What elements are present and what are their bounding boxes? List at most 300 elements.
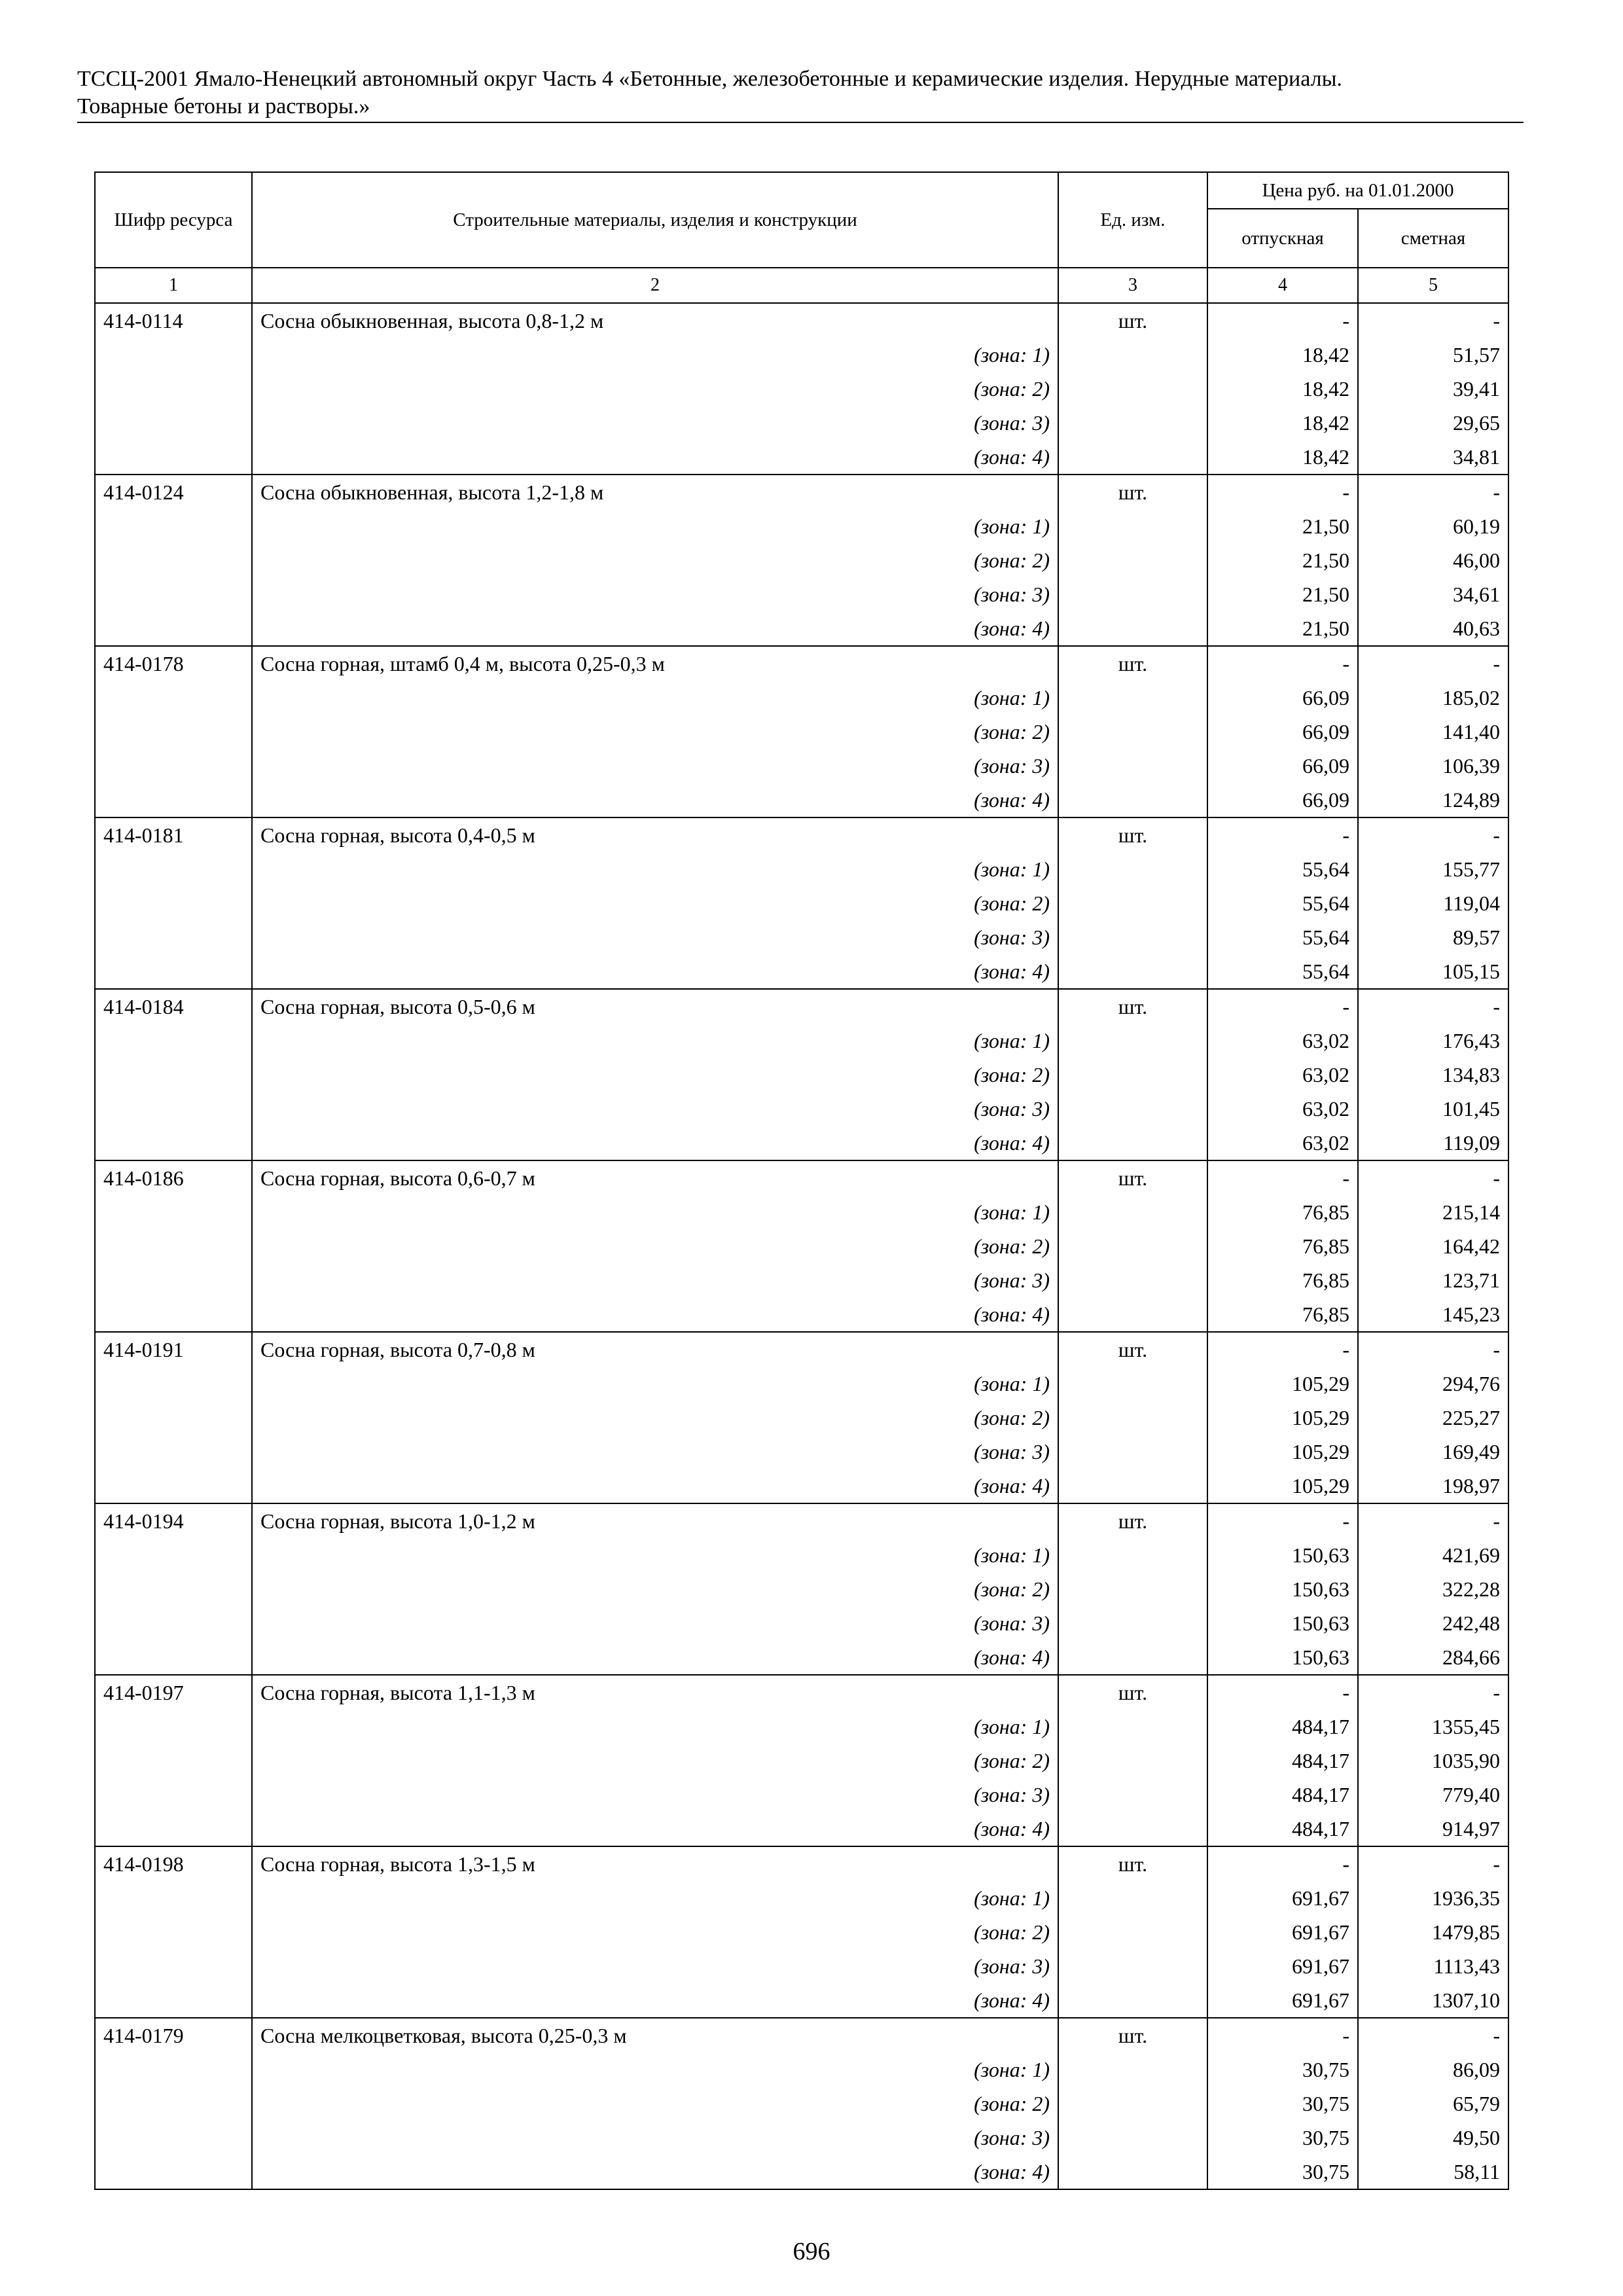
- zone-label: (зона: 2): [252, 1915, 1058, 1949]
- empty-cell: [95, 543, 252, 577]
- zone-row: [95, 1881, 1508, 1915]
- zone-row: [95, 1778, 1508, 1812]
- empty-cell: [95, 715, 252, 749]
- empty-cell: [95, 1469, 252, 1503]
- zone-row: [95, 1367, 1508, 1401]
- unit-cell: шт.: [1058, 2018, 1207, 2053]
- empty-cell: [1058, 1435, 1207, 1469]
- empty-cell: [1058, 920, 1207, 954]
- zone-release-price: 63,02: [1207, 1058, 1358, 1092]
- empty-cell: [1058, 886, 1207, 920]
- zone-estimate-price: 779,40: [1358, 1778, 1508, 1812]
- zone-estimate-price: 51,57: [1358, 338, 1508, 372]
- resource-code: 414-0198: [95, 1846, 252, 1881]
- empty-cell: [1058, 1640, 1207, 1675]
- empty-cell: [1058, 1881, 1207, 1915]
- zone-row: [95, 1126, 1508, 1160]
- column-number: 2: [252, 268, 1058, 303]
- empty-cell: [95, 1983, 252, 2018]
- empty-cell: [1058, 1572, 1207, 1606]
- zone-label: (зона: 4): [252, 611, 1058, 646]
- zone-release-price: 76,85: [1207, 1195, 1358, 1229]
- resource-code: 414-0114: [95, 303, 252, 338]
- zone-release-price: 63,02: [1207, 1092, 1358, 1126]
- resource-code: 414-0124: [95, 475, 252, 509]
- zone-label: (зона: 2): [252, 715, 1058, 749]
- zone-label: (зона: 4): [252, 954, 1058, 989]
- zone-release-price: 18,42: [1207, 440, 1358, 475]
- zone-release-price: 150,63: [1207, 1538, 1358, 1572]
- estimate-price: -: [1358, 303, 1508, 338]
- unit-cell: шт.: [1058, 1503, 1207, 1538]
- zone-label: (зона: 2): [252, 1401, 1058, 1435]
- document-header: [77, 65, 1524, 120]
- zone-row: [95, 1640, 1508, 1675]
- zone-estimate-price: 34,61: [1358, 577, 1508, 611]
- empty-cell: [1058, 372, 1207, 406]
- empty-cell: [95, 1092, 252, 1126]
- zone-release-price: 76,85: [1207, 1297, 1358, 1332]
- empty-cell: [95, 2121, 252, 2155]
- zone-estimate-price: 119,04: [1358, 886, 1508, 920]
- zone-row: [95, 1195, 1508, 1229]
- zone-row: [95, 406, 1508, 440]
- zone-release-price: 691,67: [1207, 1949, 1358, 1983]
- empty-cell: [1058, 1710, 1207, 1744]
- zone-row: [95, 2121, 1508, 2155]
- empty-cell: [95, 783, 252, 817]
- estimate-price: -: [1358, 1503, 1508, 1538]
- resource-code: 414-0186: [95, 1160, 252, 1195]
- unit-cell: шт.: [1058, 475, 1207, 509]
- zone-estimate-price: 46,00: [1358, 543, 1508, 577]
- zone-estimate-price: 119,09: [1358, 1126, 1508, 1160]
- empty-cell: [1058, 1401, 1207, 1435]
- empty-cell: [1058, 1229, 1207, 1263]
- material-name: Сосна горная, высота 0,6-0,7 м: [252, 1160, 1058, 1195]
- zone-label: (зона: 2): [252, 886, 1058, 920]
- empty-cell: [95, 681, 252, 715]
- zone-release-price: 66,09: [1207, 681, 1358, 715]
- zone-estimate-price: 914,97: [1358, 1812, 1508, 1846]
- empty-cell: [1058, 1263, 1207, 1297]
- table-row: [95, 2018, 1508, 2053]
- zone-estimate-price: 49,50: [1358, 2121, 1508, 2155]
- zone-row: [95, 920, 1508, 954]
- empty-cell: [1058, 1606, 1207, 1640]
- material-name: Сосна горная, высота 1,1-1,3 м: [252, 1675, 1058, 1710]
- zone-release-price: 55,64: [1207, 920, 1358, 954]
- zone-row: [95, 1812, 1508, 1846]
- zone-release-price: 63,02: [1207, 1024, 1358, 1058]
- unit-cell: шт.: [1058, 303, 1207, 338]
- column-header-release: отпускная: [1207, 209, 1358, 268]
- release-price: -: [1207, 303, 1358, 338]
- unit-cell: шт.: [1058, 1160, 1207, 1195]
- empty-cell: [1058, 749, 1207, 783]
- release-price: -: [1207, 1503, 1358, 1538]
- empty-cell: [95, 1401, 252, 1435]
- empty-cell: [1058, 2053, 1207, 2087]
- zone-row: [95, 1710, 1508, 1744]
- unit-cell: шт.: [1058, 1846, 1207, 1881]
- empty-cell: [95, 338, 252, 372]
- zone-label: (зона: 1): [252, 852, 1058, 886]
- material-name: Сосна горная, высота 1,3-1,5 м: [252, 1846, 1058, 1881]
- unit-cell: шт.: [1058, 646, 1207, 681]
- zone-row: [95, 749, 1508, 783]
- zone-label: (зона: 4): [252, 2155, 1058, 2189]
- zone-label: (зона: 4): [252, 1812, 1058, 1846]
- zone-label: (зона: 1): [252, 1710, 1058, 1744]
- empty-cell: [1058, 509, 1207, 543]
- empty-cell: [1058, 338, 1207, 372]
- release-price: -: [1207, 1332, 1358, 1367]
- zone-row: [95, 440, 1508, 475]
- zone-estimate-price: 242,48: [1358, 1606, 1508, 1640]
- empty-cell: [1058, 406, 1207, 440]
- zone-release-price: 105,29: [1207, 1435, 1358, 1469]
- empty-cell: [95, 1263, 252, 1297]
- zone-estimate-price: 89,57: [1358, 920, 1508, 954]
- table-row: [95, 646, 1508, 681]
- empty-cell: [1058, 1469, 1207, 1503]
- table-row: [95, 303, 1508, 338]
- zone-estimate-price: 29,65: [1358, 406, 1508, 440]
- zone-release-price: 691,67: [1207, 1983, 1358, 2018]
- empty-cell: [95, 1572, 252, 1606]
- zone-estimate-price: 106,39: [1358, 749, 1508, 783]
- zone-label: (зона: 4): [252, 1640, 1058, 1675]
- zone-label: (зона: 4): [252, 1297, 1058, 1332]
- unit-cell: шт.: [1058, 1675, 1207, 1710]
- zone-row: [95, 1469, 1508, 1503]
- zone-release-price: 105,29: [1207, 1367, 1358, 1401]
- zone-row: [95, 2155, 1508, 2189]
- empty-cell: [1058, 1024, 1207, 1058]
- material-name: Сосна мелкоцветковая, высота 0,25-0,3 м: [252, 2018, 1058, 2053]
- estimate-price: -: [1358, 817, 1508, 852]
- zone-estimate-price: 145,23: [1358, 1297, 1508, 1332]
- release-price: -: [1207, 646, 1358, 681]
- zone-row: [95, 1606, 1508, 1640]
- resource-code: 414-0179: [95, 2018, 252, 2053]
- zone-release-price: 484,17: [1207, 1744, 1358, 1778]
- estimate-price: -: [1358, 475, 1508, 509]
- table-body: [95, 303, 1508, 2189]
- zone-label: (зона: 3): [252, 1606, 1058, 1640]
- empty-cell: [1058, 1949, 1207, 1983]
- estimate-price: -: [1358, 989, 1508, 1024]
- empty-cell: [1058, 783, 1207, 817]
- material-name: Сосна горная, высота 0,5-0,6 м: [252, 989, 1058, 1024]
- zone-label: (зона: 2): [252, 1572, 1058, 1606]
- empty-cell: [1058, 1744, 1207, 1778]
- empty-cell: [95, 1949, 252, 1983]
- zone-estimate-price: 185,02: [1358, 681, 1508, 715]
- empty-cell: [1058, 1812, 1207, 1846]
- zone-row: [95, 715, 1508, 749]
- zone-estimate-price: 1113,43: [1358, 1949, 1508, 1983]
- estimate-price: -: [1358, 2018, 1508, 2053]
- zone-estimate-price: 58,11: [1358, 2155, 1508, 2189]
- zone-label: (зона: 2): [252, 1229, 1058, 1263]
- column-number: 1: [95, 268, 252, 303]
- zone-row: [95, 1744, 1508, 1778]
- zone-row: [95, 1983, 1508, 2018]
- empty-cell: [1058, 1538, 1207, 1572]
- zone-estimate-price: 39,41: [1358, 372, 1508, 406]
- empty-cell: [1058, 1058, 1207, 1092]
- zone-label: (зона: 2): [252, 2087, 1058, 2121]
- price-table: [94, 171, 1509, 2190]
- table-row: [95, 989, 1508, 1024]
- column-header-code: Шифр ресурса: [95, 172, 252, 268]
- empty-cell: [95, 2087, 252, 2121]
- release-price: -: [1207, 817, 1358, 852]
- zone-label: (зона: 1): [252, 1538, 1058, 1572]
- zone-release-price: 150,63: [1207, 1640, 1358, 1675]
- zone-release-price: 18,42: [1207, 372, 1358, 406]
- zone-row: [95, 1058, 1508, 1092]
- empty-cell: [1058, 611, 1207, 646]
- material-name: Сосна обыкновенная, высота 0,8-1,2 м: [252, 303, 1058, 338]
- zone-label: (зона: 1): [252, 1024, 1058, 1058]
- empty-cell: [95, 1778, 252, 1812]
- zone-estimate-price: 198,97: [1358, 1469, 1508, 1503]
- zone-label: (зона: 3): [252, 1435, 1058, 1469]
- zone-release-price: 21,50: [1207, 577, 1358, 611]
- zone-row: [95, 338, 1508, 372]
- estimate-price: -: [1358, 646, 1508, 681]
- zone-row: [95, 2053, 1508, 2087]
- empty-cell: [95, 1915, 252, 1949]
- zone-estimate-price: 86,09: [1358, 2053, 1508, 2087]
- zone-label: (зона: 1): [252, 1367, 1058, 1401]
- empty-cell: [95, 1024, 252, 1058]
- zone-release-price: 30,75: [1207, 2053, 1358, 2087]
- zone-label: (зона: 4): [252, 1983, 1058, 2018]
- zone-label: (зона: 1): [252, 1195, 1058, 1229]
- zone-label: (зона: 1): [252, 509, 1058, 543]
- zone-label: (зона: 2): [252, 543, 1058, 577]
- zone-label: (зона: 1): [252, 338, 1058, 372]
- zone-estimate-price: 1936,35: [1358, 1881, 1508, 1915]
- zone-row: [95, 1263, 1508, 1297]
- estimate-price: -: [1358, 1846, 1508, 1881]
- empty-cell: [95, 1367, 252, 1401]
- zone-estimate-price: 1355,45: [1358, 1710, 1508, 1744]
- column-header-unit: Ед. изм.: [1058, 172, 1207, 268]
- zone-estimate-price: 1307,10: [1358, 1983, 1508, 2018]
- zone-row: [95, 611, 1508, 646]
- resource-code: 414-0197: [95, 1675, 252, 1710]
- table-row: [95, 1503, 1508, 1538]
- zone-label: (зона: 1): [252, 1881, 1058, 1915]
- unit-cell: шт.: [1058, 1332, 1207, 1367]
- empty-cell: [1058, 954, 1207, 989]
- resource-code: 414-0191: [95, 1332, 252, 1367]
- zone-label: (зона: 3): [252, 1949, 1058, 1983]
- zone-estimate-price: 284,66: [1358, 1640, 1508, 1675]
- zone-release-price: 30,75: [1207, 2121, 1358, 2155]
- material-name: Сосна горная, высота 0,7-0,8 м: [252, 1332, 1058, 1367]
- zone-release-price: 105,29: [1207, 1401, 1358, 1435]
- estimate-price: -: [1358, 1160, 1508, 1195]
- empty-cell: [95, 1126, 252, 1160]
- empty-cell: [95, 1812, 252, 1846]
- zone-estimate-price: 215,14: [1358, 1195, 1508, 1229]
- zone-release-price: 66,09: [1207, 715, 1358, 749]
- resource-code: 414-0178: [95, 646, 252, 681]
- column-header-estimate: сметная: [1358, 209, 1508, 268]
- empty-cell: [1058, 1092, 1207, 1126]
- table-row: [95, 1332, 1508, 1367]
- zone-row: [95, 1229, 1508, 1263]
- release-price: -: [1207, 1846, 1358, 1881]
- empty-cell: [1058, 1195, 1207, 1229]
- material-name: Сосна горная, высота 0,4-0,5 м: [252, 817, 1058, 852]
- release-price: -: [1207, 989, 1358, 1024]
- zone-row: [95, 1435, 1508, 1469]
- zone-row: [95, 1401, 1508, 1435]
- zone-row: [95, 543, 1508, 577]
- zone-row: [95, 1915, 1508, 1949]
- zone-row: [95, 783, 1508, 817]
- zone-row: [95, 886, 1508, 920]
- resource-code: 414-0184: [95, 989, 252, 1024]
- zone-row: [95, 577, 1508, 611]
- empty-cell: [95, 1297, 252, 1332]
- zone-row: [95, 1572, 1508, 1606]
- zone-label: (зона: 3): [252, 577, 1058, 611]
- zone-label: (зона: 4): [252, 1469, 1058, 1503]
- zone-estimate-price: 1035,90: [1358, 1744, 1508, 1778]
- column-number: 4: [1207, 268, 1358, 303]
- table-row: [95, 1675, 1508, 1710]
- empty-cell: [95, 954, 252, 989]
- zone-label: (зона: 3): [252, 1263, 1058, 1297]
- empty-cell: [1058, 715, 1207, 749]
- zone-row: [95, 1538, 1508, 1572]
- zone-estimate-price: 101,45: [1358, 1092, 1508, 1126]
- zone-release-price: 21,50: [1207, 611, 1358, 646]
- zone-estimate-price: 169,49: [1358, 1435, 1508, 1469]
- zone-row: [95, 1024, 1508, 1058]
- empty-cell: [1058, 1126, 1207, 1160]
- zone-estimate-price: 105,15: [1358, 954, 1508, 989]
- release-price: -: [1207, 1160, 1358, 1195]
- zone-label: (зона: 3): [252, 920, 1058, 954]
- zone-row: [95, 2087, 1508, 2121]
- material-name: Сосна обыкновенная, высота 1,2-1,8 м: [252, 475, 1058, 509]
- release-price: -: [1207, 1675, 1358, 1710]
- zone-label: (зона: 3): [252, 749, 1058, 783]
- zone-release-price: 105,29: [1207, 1469, 1358, 1503]
- empty-cell: [95, 2053, 252, 2087]
- empty-cell: [95, 1229, 252, 1263]
- empty-cell: [95, 852, 252, 886]
- empty-cell: [95, 1710, 252, 1744]
- zone-estimate-price: 164,42: [1358, 1229, 1508, 1263]
- empty-cell: [95, 920, 252, 954]
- empty-cell: [95, 1538, 252, 1572]
- zone-release-price: 21,50: [1207, 543, 1358, 577]
- empty-cell: [95, 749, 252, 783]
- empty-cell: [95, 1640, 252, 1675]
- zone-row: [95, 681, 1508, 715]
- zone-estimate-price: 294,76: [1358, 1367, 1508, 1401]
- empty-cell: [95, 611, 252, 646]
- zone-row: [95, 852, 1508, 886]
- zone-estimate-price: 155,77: [1358, 852, 1508, 886]
- empty-cell: [1058, 1915, 1207, 1949]
- zone-release-price: 484,17: [1207, 1812, 1358, 1846]
- empty-cell: [1058, 1778, 1207, 1812]
- column-header-price: Цена руб. на 01.01.2000: [1207, 172, 1508, 209]
- zone-release-price: 150,63: [1207, 1572, 1358, 1606]
- release-price: -: [1207, 475, 1358, 509]
- zone-release-price: 55,64: [1207, 886, 1358, 920]
- material-name: Сосна горная, высота 1,0-1,2 м: [252, 1503, 1058, 1538]
- column-header-name: Строительные материалы, изделия и конструкции: [252, 172, 1058, 268]
- zone-row: [95, 954, 1508, 989]
- empty-cell: [95, 509, 252, 543]
- zone-release-price: 30,75: [1207, 2087, 1358, 2121]
- table-row: [95, 1160, 1508, 1195]
- zone-release-price: 21,50: [1207, 509, 1358, 543]
- zone-estimate-price: 134,83: [1358, 1058, 1508, 1092]
- zone-label: (зона: 4): [252, 783, 1058, 817]
- estimate-price: -: [1358, 1332, 1508, 1367]
- zone-label: (зона: 3): [252, 1778, 1058, 1812]
- zone-row: [95, 509, 1508, 543]
- empty-cell: [95, 1058, 252, 1092]
- empty-cell: [1058, 577, 1207, 611]
- zone-row: [95, 1092, 1508, 1126]
- zone-estimate-price: 176,43: [1358, 1024, 1508, 1058]
- zone-label: (зона: 2): [252, 1744, 1058, 1778]
- zone-release-price: 66,09: [1207, 749, 1358, 783]
- zone-estimate-price: 124,89: [1358, 783, 1508, 817]
- zone-estimate-price: 1479,85: [1358, 1915, 1508, 1949]
- header-rule: [77, 122, 1524, 123]
- zone-estimate-price: 123,71: [1358, 1263, 1508, 1297]
- zone-release-price: 63,02: [1207, 1126, 1358, 1160]
- empty-cell: [1058, 1297, 1207, 1332]
- zone-label: (зона: 1): [252, 2053, 1058, 2087]
- zone-estimate-price: 141,40: [1358, 715, 1508, 749]
- empty-cell: [95, 1881, 252, 1915]
- empty-cell: [1058, 2087, 1207, 2121]
- zone-release-price: 66,09: [1207, 783, 1358, 817]
- zone-release-price: 18,42: [1207, 338, 1358, 372]
- header-line-2: Товарные бетоны и растворы.»: [77, 94, 370, 118]
- column-number: 3: [1058, 268, 1207, 303]
- resource-code: 414-0181: [95, 817, 252, 852]
- zone-label: (зона: 1): [252, 681, 1058, 715]
- empty-cell: [95, 1744, 252, 1778]
- zone-estimate-price: 65,79: [1358, 2087, 1508, 2121]
- zone-estimate-price: 60,19: [1358, 509, 1508, 543]
- empty-cell: [1058, 852, 1207, 886]
- resource-code: 414-0194: [95, 1503, 252, 1538]
- empty-cell: [95, 372, 252, 406]
- zone-release-price: 55,64: [1207, 954, 1358, 989]
- table-row: [95, 1846, 1508, 1881]
- estimate-price: -: [1358, 1675, 1508, 1710]
- unit-cell: шт.: [1058, 817, 1207, 852]
